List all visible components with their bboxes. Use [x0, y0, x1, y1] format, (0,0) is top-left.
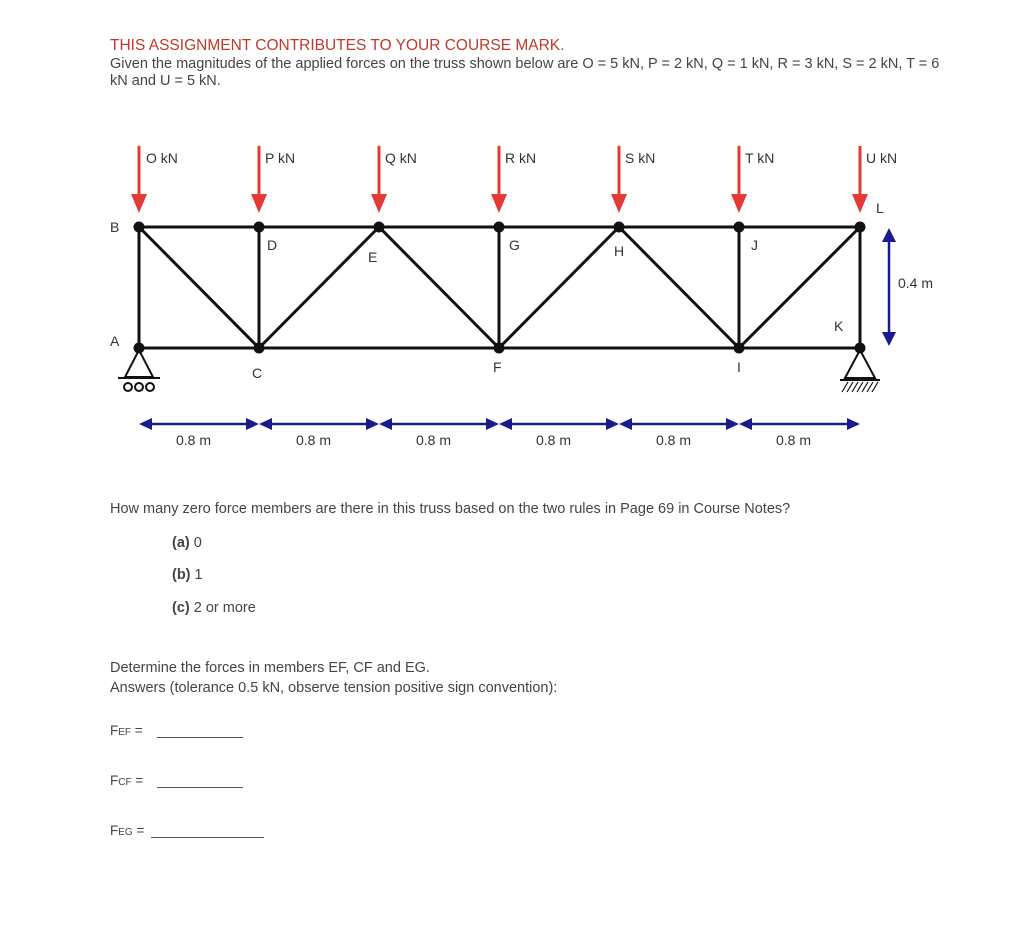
- member-HI: [619, 227, 739, 348]
- determine-line: Determine the forces in members EF, CF and EG.: [110, 660, 430, 676]
- node-label-E: E: [368, 249, 378, 265]
- node-label-L: L: [876, 200, 884, 216]
- span-dimensions: [139, 418, 860, 430]
- answer-label-feg: [110, 823, 144, 838]
- node-label-H: H: [614, 243, 625, 259]
- node-label-K: K: [834, 318, 844, 334]
- option-a-letter: (a): [172, 535, 190, 551]
- joint-G: [494, 222, 505, 233]
- fcf-equals: =: [131, 773, 144, 788]
- height-dimension: [882, 228, 896, 346]
- option-c-value: 2 or more: [193, 600, 256, 616]
- given-forces-text: Given the magnitudes of the applied forces on the truss shown below are O = 5 kN, P = 2 kN, Q = 1 kN, R = 3 kN, S = 2 kN, T = 6 kN and U = 5 kN.: [110, 56, 940, 89]
- force-label-Q: Q kN: [385, 150, 417, 166]
- option-c[interactable]: [172, 600, 256, 616]
- span-label-1: 0.8 m: [176, 432, 212, 448]
- option-a[interactable]: [172, 535, 202, 551]
- answer-blank-fcf[interactable]: [157, 787, 243, 788]
- node-label-I: I: [737, 359, 741, 375]
- member-forces-question: [110, 658, 557, 698]
- feg-equals: =: [132, 823, 145, 838]
- node-label-G: G: [509, 237, 520, 253]
- joint-I: [734, 343, 745, 354]
- joint-H: [614, 222, 625, 233]
- option-b-value: 1: [194, 567, 203, 583]
- span-label-2: 0.8 m: [296, 432, 332, 448]
- roller-support: [118, 350, 160, 391]
- force-label-U: U kN: [866, 150, 898, 166]
- truss-figure: [0, 0, 1024, 470]
- member-BC: [139, 227, 259, 348]
- force-label-S: S kN: [625, 150, 656, 166]
- span-label-6: 0.8 m: [776, 432, 812, 448]
- joint-J: [734, 222, 745, 233]
- node-label-J: J: [751, 237, 758, 253]
- fef-equals: =: [131, 723, 143, 738]
- joint-F: [494, 343, 505, 354]
- node-label-A: A: [110, 333, 120, 349]
- feg-subscript: EG: [118, 827, 133, 838]
- pin-support: [840, 350, 880, 392]
- zero-force-question: How many zero force members are there in this truss based on the two rules in Page 69 in Course Notes?: [110, 501, 791, 517]
- node-label-F: F: [493, 359, 502, 375]
- joint-L: [855, 222, 866, 233]
- feg-prefix: F: [110, 823, 119, 838]
- assignment-title: THIS ASSIGNMENT CONTRIBUTES TO YOUR COURSE MARK.: [110, 37, 565, 54]
- answer-blank-fef[interactable]: [157, 737, 243, 738]
- force-label-T: T kN: [745, 150, 775, 166]
- force-label-P: P kN: [265, 150, 296, 166]
- fcf-prefix: F: [110, 773, 119, 788]
- height-label: 0.4 m: [898, 275, 934, 291]
- joint-D: [254, 222, 265, 233]
- answers-instructions: Answers (tolerance 0.5 kN, observe tension positive sign convention):: [110, 680, 558, 696]
- fef-subscript: EF: [118, 727, 132, 738]
- joint-C: [254, 343, 265, 354]
- answer-label-fef: [110, 723, 143, 738]
- node-label-D: D: [267, 237, 278, 253]
- joint-B: [134, 222, 145, 233]
- member-EF: [379, 227, 499, 348]
- fef-prefix: F: [110, 723, 119, 738]
- node-label-C: C: [252, 365, 263, 381]
- joint-E: [374, 222, 385, 233]
- answer-label-fcf: [110, 773, 143, 788]
- fcf-subscript: CF: [118, 777, 132, 788]
- node-label-B: B: [110, 219, 120, 235]
- option-c-letter: (c): [172, 600, 190, 616]
- option-b-letter: (b): [172, 567, 191, 583]
- option-a-value: 0: [193, 535, 202, 551]
- force-label-O: O kN: [146, 150, 178, 166]
- answer-blank-feg[interactable]: [151, 837, 264, 838]
- span-label-5: 0.8 m: [656, 432, 692, 448]
- force-label-R: R kN: [505, 150, 537, 166]
- span-label-3: 0.8 m: [416, 432, 452, 448]
- span-label-4: 0.8 m: [536, 432, 572, 448]
- option-b[interactable]: [172, 567, 203, 583]
